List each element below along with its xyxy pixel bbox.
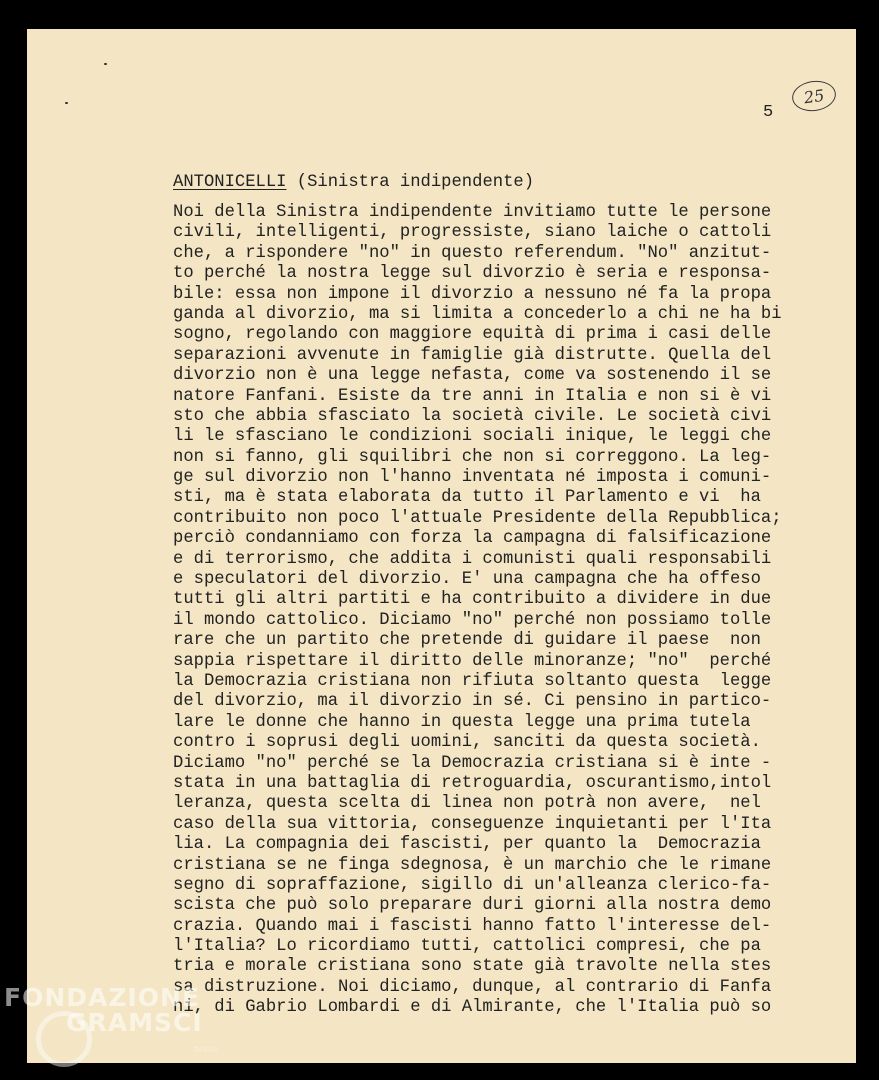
- speaker-party: (Sinistra indipendente): [286, 173, 535, 192]
- watermark-subtitle: onlus: [194, 1045, 219, 1055]
- text-line: sto che abbia sfasciato la società civile. Le società civi: [173, 406, 772, 426]
- text-line: e di terrorismo, che addita i comunisti quali responsabili: [173, 549, 772, 569]
- text-line: ge sul divorzio non l'hanno inventata né imposta i comuni-: [173, 468, 772, 488]
- text-line: lia. La compagnia dei fascisti, per quanto la Democrazia: [173, 835, 761, 855]
- watermark-line1: FONDAZIONE: [4, 983, 201, 1012]
- speaker-heading: [173, 173, 534, 192]
- text-line: non si fanno, gli squilibri che non si correggono. La leg-: [173, 447, 772, 467]
- watermark-line2: GRAMSCI: [66, 1008, 203, 1037]
- page-number: 5: [763, 103, 774, 122]
- paper-speck: [104, 63, 107, 65]
- speech-body: [173, 203, 788, 1019]
- text-line: tutti gli altri partiti e ha contribuito a dividere in due: [173, 590, 772, 610]
- paper-speck: [65, 102, 68, 104]
- text-line: che, a rispondere "no" in questo referendum. "No" anzitut-: [173, 243, 772, 263]
- text-line: leranza, questa scelta di linea non potrà non avere, nel: [173, 794, 761, 814]
- text-line: l'Italia? Lo ricordiamo tutti, cattolici compresi, che pa: [173, 937, 761, 957]
- text-line: contro i soprusi degli uomini, sanciti da questa società.: [173, 733, 761, 753]
- text-line: bile: essa non impone il divorzio a nessuno né fa la propa: [173, 284, 772, 304]
- text-line: crazia. Quando mai i fascisti hanno fatto l'interesse del-: [173, 916, 772, 936]
- speaker-name: ANTONICELLI: [173, 173, 287, 192]
- text-line: del divorzio, ma il divorzio in sé. Ci pensino in partico-: [173, 692, 772, 712]
- text-line: scista che può solo preparare duri giorni alla nostra demo: [173, 896, 772, 916]
- archive-number-stamp: 25: [790, 78, 838, 114]
- text-line: sti, ma è stata elaborata da tutto il Parlamento e vi ha: [173, 488, 761, 508]
- text-line: Noi della Sinistra indipendente invitiamo tutte le persone: [173, 203, 772, 222]
- text-line: sappia rispettare il diritto delle minoranze; "no" perché: [173, 651, 772, 671]
- text-line: caso della sua vittoria, conseguenze inquietanti per l'Ita: [173, 814, 772, 834]
- text-line: sogno, regolando con maggiore equità di prima i casi delle: [173, 325, 772, 345]
- text-line: ni, di Gabrio Lombardi e di Almirante, che l'Italia può so: [173, 998, 772, 1018]
- text-line: cristiana se ne finga sdegnosa, è un marchio che le rimane: [173, 855, 772, 875]
- text-line: stata in una battaglia di retroguardia, oscurantismo,intol: [173, 773, 772, 793]
- text-line: separazioni avvenute in famiglie già distrutte. Quella del: [173, 345, 772, 365]
- text-line: Diciamo "no" perché se la Democrazia cristiana si è inte -: [173, 753, 772, 773]
- text-line: la Democrazia cristiana non rifiuta soltanto questa legge: [173, 671, 772, 691]
- text-line: lare le donne che hanno in questa legge una prima tutela: [173, 712, 751, 732]
- text-line: to perché la nostra legge sul divorzio è seria e responsa-: [173, 264, 772, 284]
- text-line: natore Fanfani. Esiste da tre anni in Italia e non si è vi: [173, 386, 772, 406]
- text-line: li le sfasciano le condizioni sociali inique, le leggi che: [173, 427, 772, 447]
- text-line: divorzio non è una legge nefasta, come va sostenendo il se: [173, 366, 772, 386]
- text-line: perciò condanniamo con forza la campagna di falsificazione: [173, 529, 772, 549]
- text-line: civili, intelligenti, progressiste, siano laiche o cattoli: [173, 223, 772, 243]
- text-line: ganda al divorzio, ma si limita a concederlo a chi ne ha bi: [173, 304, 782, 324]
- text-line: segno di sopraffazione, sigillo di un'alleanza clerico-fa-: [173, 875, 772, 895]
- text-line: e speculatori del divorzio. E' una campagna che ha offeso: [173, 570, 761, 590]
- document-page: [27, 29, 856, 1063]
- text-line: tria e morale cristiana sono state già travolte nella stes: [173, 957, 772, 977]
- text-line: contribuito non poco l'attuale Presidente della Repubblica;: [173, 508, 782, 528]
- text-line: rare che un partito che pretende di guidare il paese non: [173, 631, 761, 651]
- text-line: sa distruzione. Noi diciamo, dunque, al contrario di Fanfa: [173, 977, 772, 997]
- text-line: il mondo cattolico. Diciamo "no" perché non possiamo tolle: [173, 610, 772, 630]
